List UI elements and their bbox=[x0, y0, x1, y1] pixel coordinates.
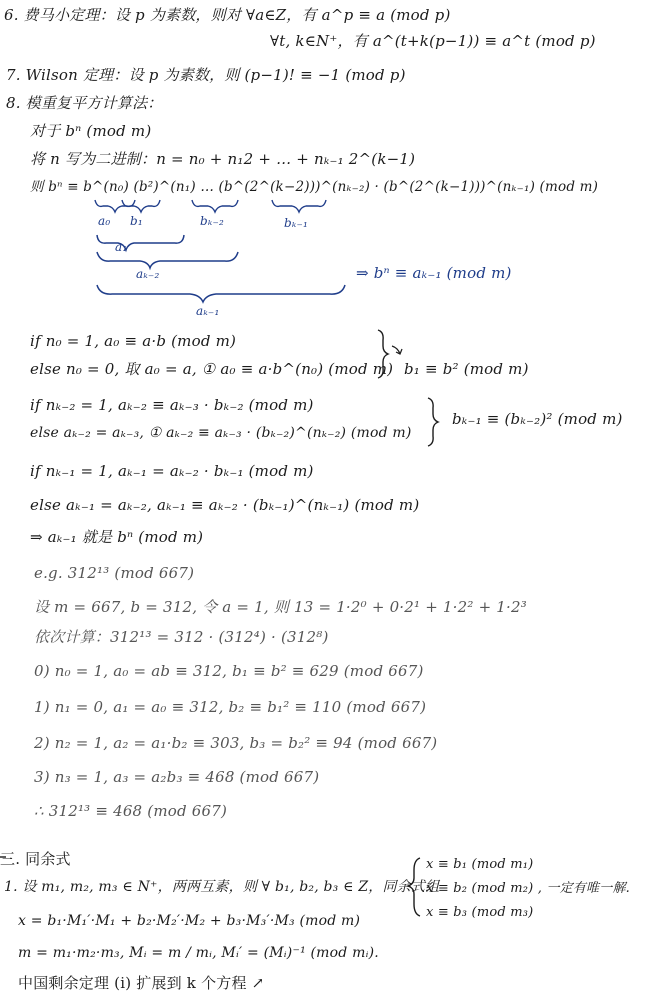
section-3-heading: 三. 同余式 bbox=[0, 850, 71, 868]
crt-system-eq-2: x ≡ b₂ (mod m₂) , 一定有唯一解. bbox=[426, 881, 630, 896]
label-bk2: bₖ₋₂ bbox=[200, 214, 225, 228]
label-ak1: aₖ₋₁ bbox=[196, 304, 220, 318]
arrow-b1 bbox=[392, 346, 402, 354]
underbrace-bk2 bbox=[192, 200, 238, 212]
example-setup: 设 m = 667, b = 312, 令 a = 1, 则 13 = 1·2⁰ + 0·2¹ + 1·2² + 1·2³ bbox=[34, 598, 527, 616]
example-final: ∴ 312¹³ ≡ 468 (mod 667) bbox=[34, 802, 228, 820]
rule-b1: b₁ ≡ b² (mod m) bbox=[404, 360, 529, 378]
binary-expansion: 将 n 写为二进制：n = n₀ + n₁2 + … + nₖ₋₁ 2^(k−1) bbox=[30, 150, 416, 168]
rule-else-nk1: else aₖ₋₁ = aₖ₋₂, aₖ₋₁ ≡ aₖ₋₂ · (bₖ₋₁)^(nₖ₋₁) (mod m) bbox=[30, 496, 420, 514]
rule-else-nk2: else aₖ₋₂ = aₖ₋₃, ① aₖ₋₂ ≡ aₖ₋₃ · (bₖ₋₂)^(nₖ₋₂) (mod m) bbox=[30, 425, 412, 441]
label-bk1: bₖ₋₁ bbox=[284, 216, 309, 230]
wilson-theorem: 7. Wilson 定理：设 p 为素数，则 (p−1)! ≡ −1 (mod p) bbox=[6, 66, 406, 84]
example-step-3: 3) n₃ = 1, a₃ = a₂b₃ ≡ 468 (mod 667) bbox=[34, 768, 320, 786]
crt-statement: 1. 设 m₁, m₂, m₃ ∈ N⁺，两两互素，则 ∀ b₁, b₂, b₃ ∈ Z，同余式组 bbox=[4, 879, 440, 895]
label-b1: b₁ bbox=[130, 214, 143, 228]
example-step-0: 0) n₀ = 1, a₀ = ab ≡ 312, b₁ ≡ b² ≡ 629 (mod 667) bbox=[34, 662, 424, 680]
label-a1: a₁ bbox=[115, 240, 128, 254]
product-expansion: 则 bⁿ ≡ b^(n₀) (b²)^(n₁) … (b^(2^(k−2)))^(nₖ₋₂) · (b^(2^(k−1)))^(nₖ₋₁) (mod m) bbox=[30, 179, 599, 195]
rule-if-nk2: if nₖ₋₂ = 1, aₖ₋₂ ≡ aₖ₋₃ · bₖ₋₂ (mod m) bbox=[30, 396, 314, 414]
underbrace-bk1 bbox=[272, 200, 326, 212]
crt-system-eq-1: x ≡ b₁ (mod m₁) bbox=[426, 857, 534, 872]
label-a0: a₀ bbox=[98, 214, 111, 228]
example-step-1: 1) n₁ = 0, a₁ = a₀ ≡ 312, b₂ ≡ b₁² ≡ 110 (mod 667) bbox=[34, 698, 427, 716]
crt-name: 中国剩余定理 (i) 扩展到 k 个方程 ↗ bbox=[18, 974, 265, 992]
modexp-title: 8. 模重复平方计算法： bbox=[6, 94, 163, 112]
example-step-2: 2) n₂ = 1, a₂ = a₁·b₂ ≡ 303, b₃ = b₂² ≡ 94 (mod 667) bbox=[34, 734, 438, 752]
rule-bk1: bₖ₋₁ ≡ (bₖ₋₂)² (mod m) bbox=[452, 410, 623, 428]
underbrace-b1 bbox=[122, 200, 160, 212]
fermat-corollary: ∀t, k∈N⁺，有 a^(t+k(p−1)) ≡ a^t (mod p) bbox=[270, 32, 596, 50]
modexp-conclusion: ⇒ bⁿ ≡ aₖ₋₁ (mod m) bbox=[356, 264, 512, 282]
modexp-result: ⇒ aₖ₋₁ 就是 bⁿ (mod m) bbox=[30, 528, 204, 546]
example-heading: e.g. 312¹³ (mod 667) bbox=[34, 564, 195, 582]
brace-ak1 bbox=[97, 285, 345, 302]
brace-a1 bbox=[97, 235, 184, 250]
rule-if-n0: if n₀ = 1, a₀ ≡ a·b (mod m) bbox=[30, 332, 237, 350]
rule-else-n0: else n₀ = 0, 取 a₀ = a, ① a₀ ≡ a·b^(n₀) (mod m) bbox=[30, 360, 394, 378]
crt-definitions: m = m₁·m₂·m₃, Mᵢ = m / mᵢ, Mᵢ′ = (Mᵢ)⁻¹ (mod mᵢ). bbox=[18, 945, 379, 961]
example-compute: 依次计算：312¹³ = 312 · (312⁴) · (312⁸) bbox=[34, 628, 329, 646]
fermat-theorem: 6. 费马小定理：设 p 为素数，则对 ∀a∈Z，有 a^p ≡ a (mod p) bbox=[4, 6, 451, 24]
crt-system-eq-3: x ≡ b₃ (mod m₃) bbox=[426, 905, 534, 920]
brace-bk1-rule bbox=[428, 398, 438, 446]
rule-if-nk1: if nₖ₋₁ = 1, aₖ₋₁ = aₖ₋₂ · bₖ₋₁ (mod m) bbox=[30, 462, 314, 480]
crt-solution-formula: x = b₁·M₁′·M₁ + b₂·M₂′·M₂ + b₃·M₃′·M₃ (mod m) bbox=[18, 913, 361, 929]
modexp-target: 对于 bⁿ (mod m) bbox=[30, 122, 152, 140]
label-ak2: aₖ₋₂ bbox=[136, 267, 160, 281]
